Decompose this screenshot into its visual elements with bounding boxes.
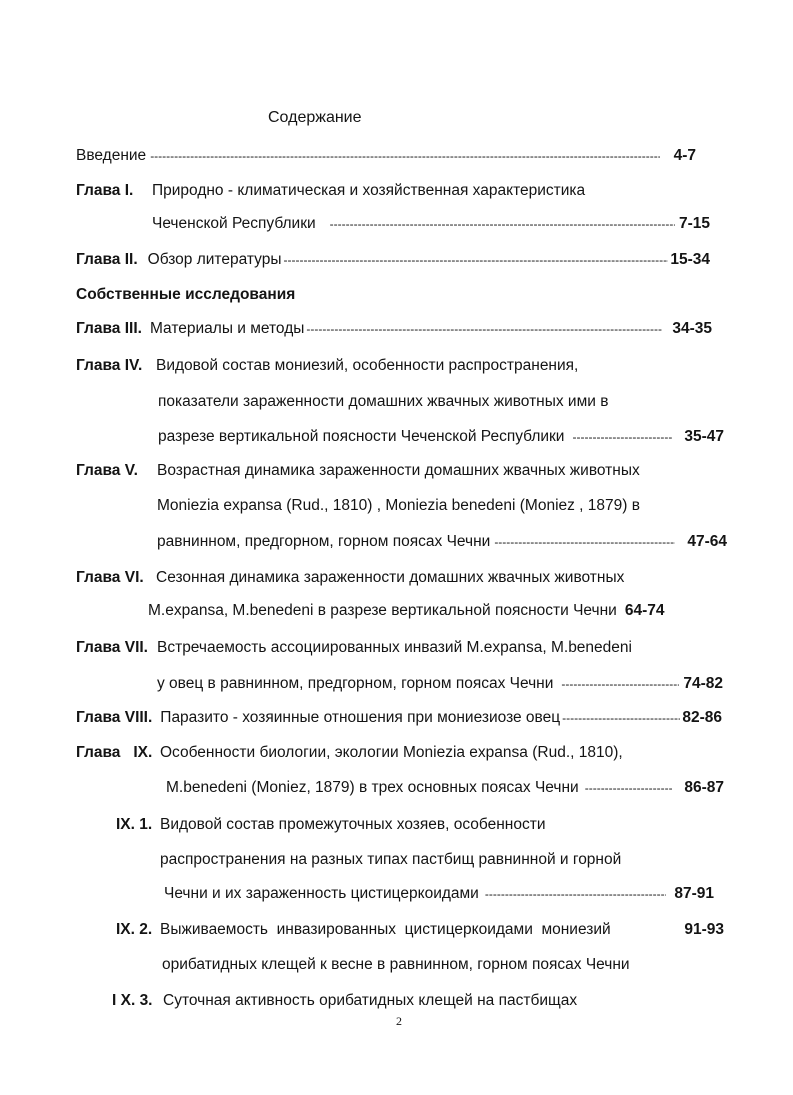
toc-line: показатели зараженности домашних жвачных животных ими в <box>158 393 609 410</box>
toc-entry-ch1 <box>76 181 133 201</box>
toc-pages: 91-93 <box>684 921 724 938</box>
toc-label: у овец в равнинном, предгорном, горном поясах Чечни <box>157 675 554 692</box>
toc-line-with-pages <box>148 601 726 621</box>
toc-label: Обзор литературы <box>147 251 282 268</box>
chapter-heading: Глава VII. <box>76 639 148 656</box>
toc-label: M.benedeni (Moniez, 1879) в трех основных поясах Чечни <box>166 779 579 796</box>
toc-line-with-pages <box>152 214 710 234</box>
toc-line-with-pages <box>160 920 724 940</box>
toc-entry-ch6 <box>76 568 144 588</box>
toc-pages: 87-91 <box>674 885 714 902</box>
leader-dots <box>562 708 680 728</box>
toc-entry-s92 <box>116 920 152 940</box>
toc-entry-ch7 <box>76 638 148 658</box>
chapter-heading: Глава IV. <box>76 357 143 374</box>
page-title: Содержание <box>268 109 362 126</box>
toc-entry-s93 <box>112 991 153 1011</box>
toc-line: Суточная активность орибатидных клещей на пастбищах <box>163 992 578 1009</box>
toc-line-with-pages <box>166 778 724 798</box>
toc-line: распространения на разных типах пастбищ равнинной и горной <box>160 851 622 868</box>
toc-entry-ch4 <box>76 356 142 376</box>
chapter-heading: Глава VI. <box>76 569 144 586</box>
leader-dots <box>284 250 669 270</box>
toc-line: Особенности биологии, экологии Moniezia expansa (Rud., 1810), <box>160 744 623 761</box>
chapter-heading: Глава VIII. <box>76 709 153 726</box>
leader-dots <box>330 214 675 234</box>
toc-label: Введение <box>76 147 147 164</box>
toc-line: Видовой состав промежуточных хозяев, особенности <box>160 816 546 833</box>
toc-line-with-pages <box>158 427 724 447</box>
toc-label: равнинном, предгорном, горном поясах Чечни <box>157 533 491 550</box>
toc-pages: 4-7 <box>673 147 696 164</box>
toc-pages: 47-64 <box>687 533 727 550</box>
toc-entry-ch2 <box>76 250 710 270</box>
page-number: 2 <box>396 1014 402 1028</box>
leader-dots <box>585 778 673 798</box>
toc-line-with-pages <box>157 532 727 552</box>
leader-dots <box>494 532 675 552</box>
toc-entry-ch9 <box>76 743 152 763</box>
subsection-heading: I X. 3. <box>112 992 153 1009</box>
chapter-heading: Глава II. <box>76 251 138 268</box>
chapter-heading: Глава V. <box>76 462 138 479</box>
section-heading: Собственные исследования <box>76 286 296 303</box>
toc-entry-s91 <box>116 815 152 835</box>
toc-pages: 74-82 <box>683 675 723 692</box>
leader-dots <box>306 319 662 339</box>
toc-line: Сезонная динамика зараженности домашних жвачных животных <box>156 569 625 586</box>
toc-pages: 15-34 <box>670 251 710 268</box>
toc-line: Возрастная динамика зараженности домашних жвачных животных <box>157 462 640 479</box>
subsection-heading: IX. 2. <box>116 921 153 938</box>
toc-pages: 7-15 <box>678 215 710 232</box>
leader-dots <box>572 427 672 447</box>
toc-label: Материалы и методы <box>149 320 305 337</box>
subsection-heading: IX. 1. <box>116 816 153 833</box>
toc-line: Природно - климатическая и хозяйственная характеристика <box>152 182 586 199</box>
toc-pages: 35-47 <box>684 428 724 445</box>
leader-dots <box>485 884 667 904</box>
chapter-heading: Глава I. <box>76 182 134 199</box>
toc-entry-ch8 <box>76 708 722 728</box>
toc-label: Выживаемость инвазированных цистицеркоидами мониезий <box>160 921 611 938</box>
toc-label: M.expansa, M.benedeni в разрезе вертикальной поясности Чечни <box>148 602 617 619</box>
chapter-heading: Глава IX. <box>76 744 153 761</box>
toc-pages: 34-35 <box>672 320 712 337</box>
toc-entry-ch3 <box>76 319 712 339</box>
toc-pages: 86-87 <box>684 779 724 796</box>
toc-entry-ch5 <box>76 461 138 481</box>
toc-label: Чеченской Республики <box>152 215 316 232</box>
toc-label: Паразито - хозяинные отношения при мониезиозе овец <box>160 709 561 726</box>
toc-line: орибатидных клещей к весне в равнинном, горном поясах Чечни <box>162 956 630 973</box>
toc-line: Встречаемость ассоциированных инвазий M.expansa, M.benedeni <box>157 639 632 656</box>
toc-line: Видовой состав мониезий, особенности распространения, <box>156 357 579 374</box>
toc-label: разрезе вертикальной поясности Чеченской Республики <box>158 428 565 445</box>
toc-line-with-pages <box>157 674 723 694</box>
leader-dots <box>561 674 679 694</box>
toc-line: Moniezia expansa (Rud., 1810) , Moniezia benedeni (Moniez , 1879) в <box>157 497 640 514</box>
toc-entry-intro <box>76 146 696 166</box>
toc-line-with-pages <box>164 884 714 904</box>
toc-pages: 64-74 <box>624 602 665 619</box>
toc-pages: 82-86 <box>682 709 722 726</box>
chapter-heading: Глава III. <box>76 320 142 337</box>
leader-dots <box>150 146 659 166</box>
toc-label: Чечни и их зараженность цистицеркоидами <box>164 885 479 902</box>
